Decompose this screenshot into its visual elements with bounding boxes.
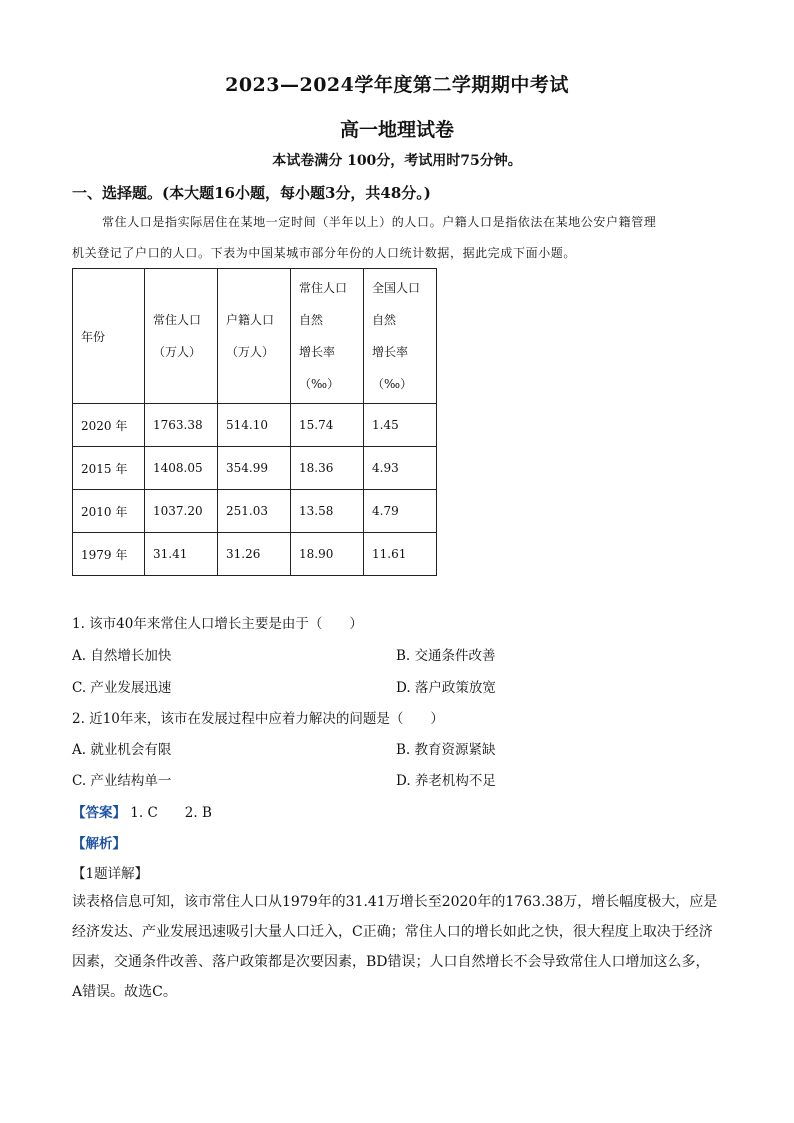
exam-title: 2023—2024学年度第二学期期中考试 bbox=[225, 74, 569, 96]
table-cell: 15.74 bbox=[291, 404, 364, 447]
exam-note: 本试卷满分 100分，考试用时75分钟。 bbox=[272, 153, 522, 169]
table-cell: 4.93 bbox=[364, 447, 437, 490]
answer-line bbox=[72, 801, 212, 821]
table-row bbox=[73, 533, 437, 576]
analysis-line: A错误。故选C。 bbox=[72, 984, 177, 1000]
question-2-stem: 2. 近10年来，该市在发展过程中应着力解决的问题是（ ） bbox=[72, 711, 444, 727]
population-table bbox=[72, 268, 437, 576]
header-resident bbox=[145, 269, 218, 404]
table-cell: 2010 年 bbox=[73, 490, 145, 533]
table-cell: 1763.38 bbox=[145, 404, 218, 447]
table-cell: 514.10 bbox=[218, 404, 291, 447]
question-1-option-c: C. 产业发展迅速 bbox=[72, 680, 172, 696]
question-1-option-a: A. 自然增长加快 bbox=[72, 648, 172, 664]
table-row bbox=[73, 447, 437, 490]
header-line: 常住人口 bbox=[153, 313, 202, 327]
analysis-tag: 【解析】 bbox=[72, 836, 126, 852]
analysis-line: 经济发达、产业发展迅速吸引大量人口迁入，C正确；常住人口的增长如此之快，很大程度上取决于经济 bbox=[72, 924, 713, 940]
table-cell: 11.61 bbox=[364, 533, 437, 576]
table-cell: 2015 年 bbox=[73, 447, 145, 490]
header-line: （‰） bbox=[372, 377, 413, 391]
section-heading: 一、选择题。(本大题16小题，每小题3分，共48分。) bbox=[72, 184, 431, 202]
question-1-stem: 1. 该市40年来常住人口增长主要是由于（ ） bbox=[72, 616, 363, 632]
table-row bbox=[73, 490, 437, 533]
table-cell: 1.45 bbox=[364, 404, 437, 447]
header-line: 增长率 bbox=[299, 345, 336, 359]
table-cell: 1979 年 bbox=[73, 533, 145, 576]
table-row bbox=[73, 404, 437, 447]
header-year bbox=[73, 269, 145, 404]
table-cell: 1037.20 bbox=[145, 490, 218, 533]
detail-heading: 【1题详解】 bbox=[72, 866, 149, 882]
header-line: 自然 bbox=[299, 313, 324, 327]
table-header-row bbox=[73, 269, 437, 404]
analysis-line: 读表格信息可知，该市常住人口从1979年的31.41万增长至2020年的1763.38万，增长幅度极大，应是 bbox=[72, 894, 718, 910]
header-year-label: 年份 bbox=[81, 329, 106, 344]
answer-text: 1. C 2. B bbox=[130, 805, 212, 821]
table-cell: 2020 年 bbox=[73, 404, 145, 447]
table-cell: 251.03 bbox=[218, 490, 291, 533]
header-line: 常住人口 bbox=[299, 281, 348, 295]
header-resident-growth bbox=[291, 269, 364, 404]
intro-line-1: 常住人口是指实际居住在某地一定时间（半年以上）的人口。户籍人口是指依法在某地公安户籍管理 bbox=[102, 215, 657, 229]
table-cell: 18.36 bbox=[291, 447, 364, 490]
question-2-option-b: B. 教育资源紧缺 bbox=[396, 742, 496, 758]
header-line: 户籍人口 bbox=[226, 313, 275, 327]
table-cell: 31.26 bbox=[218, 533, 291, 576]
answer-tag: 【答案】 bbox=[72, 805, 126, 821]
question-2-option-d: D. 养老机构不足 bbox=[396, 773, 496, 789]
table-cell: 354.99 bbox=[218, 447, 291, 490]
table-cell: 1408.05 bbox=[145, 447, 218, 490]
header-national-growth bbox=[364, 269, 437, 404]
header-line: （万人） bbox=[153, 345, 202, 359]
question-2-option-c: C. 产业结构单一 bbox=[72, 773, 172, 789]
analysis-body bbox=[72, 887, 722, 1007]
question-1-option-d: D. 落户政策放宽 bbox=[396, 680, 496, 696]
table-cell: 31.41 bbox=[145, 533, 218, 576]
table-cell: 13.58 bbox=[291, 490, 364, 533]
analysis-line: 因素，交通条件改善、落户政策都是次要因素，BD错误；人口自然增长不会导致常住人口增加这么多， bbox=[72, 954, 710, 970]
question-2-option-a: A. 就业机会有限 bbox=[72, 742, 172, 758]
header-line: 增长率 bbox=[372, 345, 409, 359]
header-line: 全国人口 bbox=[372, 281, 421, 295]
exam-subject: 高一地理试卷 bbox=[339, 119, 454, 141]
header-registered bbox=[218, 269, 291, 404]
header-line: （万人） bbox=[226, 345, 275, 359]
table-cell: 18.90 bbox=[291, 533, 364, 576]
header-line: 自然 bbox=[372, 313, 397, 327]
table-cell: 4.79 bbox=[364, 490, 437, 533]
header-line: （‰） bbox=[299, 377, 340, 391]
intro-line-2: 机关登记了户口的人口。下表为中国某城市部分年份的人口统计数据，据此完成下面小题。 bbox=[72, 246, 577, 260]
question-1-option-b: B. 交通条件改善 bbox=[396, 648, 496, 664]
